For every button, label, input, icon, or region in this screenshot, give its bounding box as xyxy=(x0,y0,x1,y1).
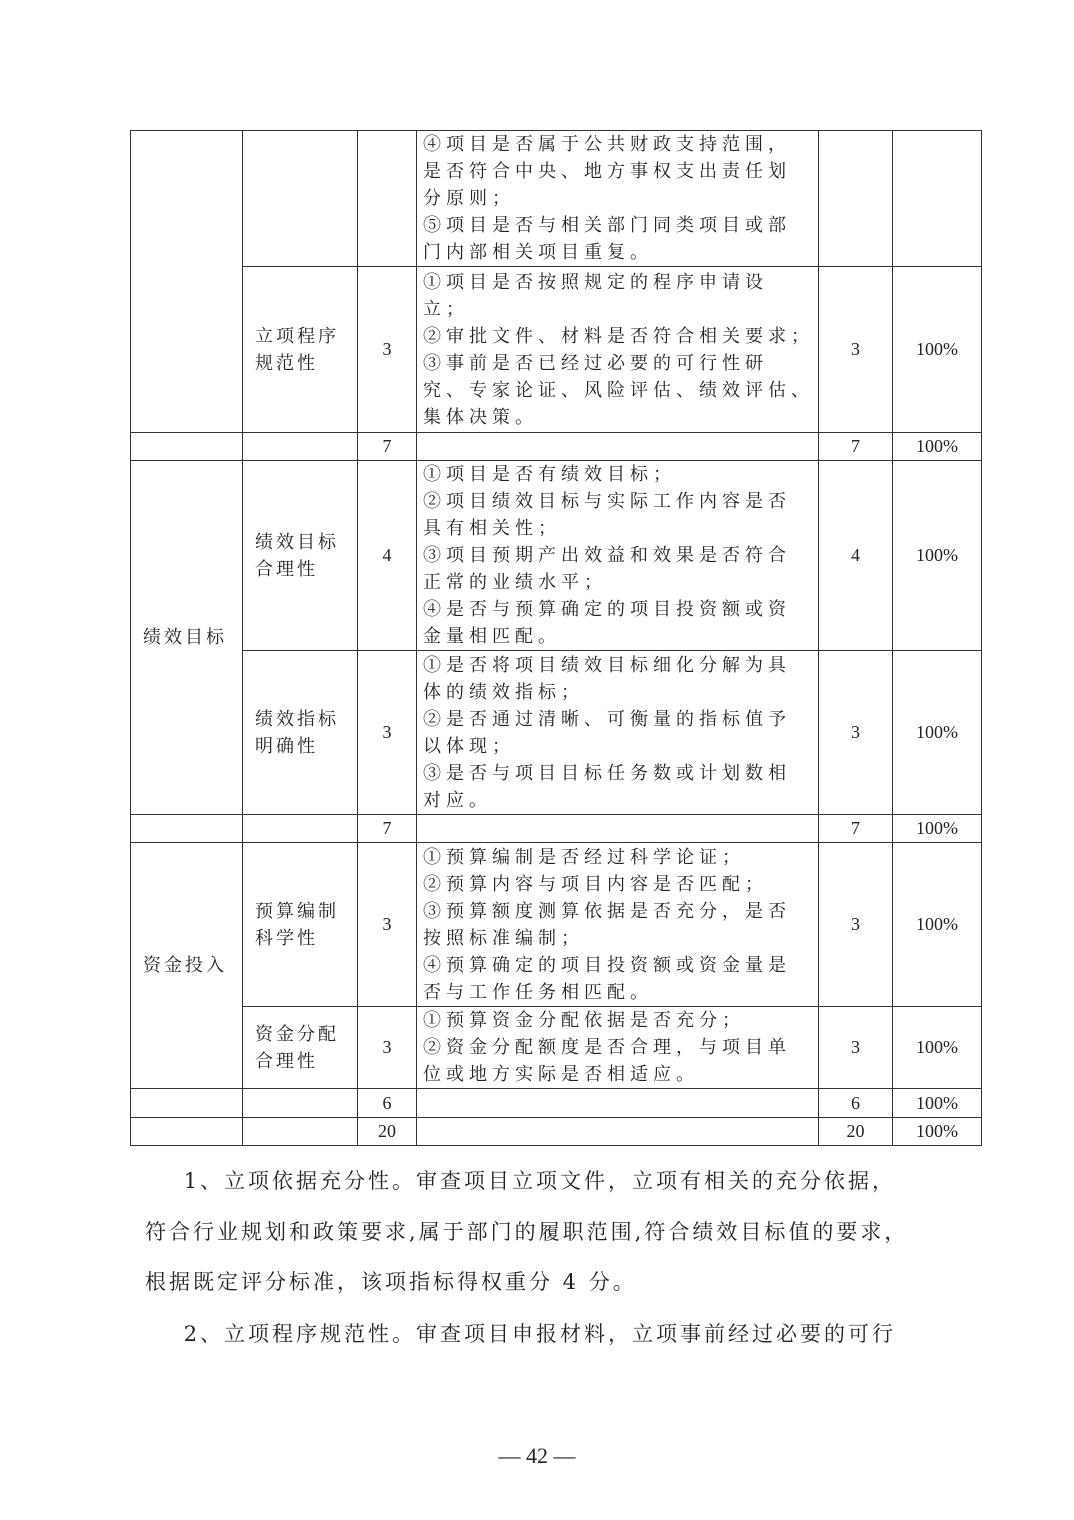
indicator-cell: 绩效目标 合理性 xyxy=(243,461,358,651)
indicator-cell: 立项程序 规范性 xyxy=(243,267,358,433)
indicator-cell xyxy=(243,815,358,843)
score-cell: 7 xyxy=(819,433,893,461)
subtotal-row xyxy=(131,433,982,461)
table-row xyxy=(131,651,982,815)
performance-evaluation-table xyxy=(130,130,982,1146)
criteria-cell: ①项目是否有绩效目标； ②项目绩效目标与实际工作内容是否 具有相关性； ③项目预期产出效益和效果是否符合 正常的业绩水平； ④是否与预算确定的项目投资额或资 金量相匹配。 xyxy=(417,461,819,651)
score-cell: 20 xyxy=(819,1118,893,1146)
score-cell: 3 xyxy=(819,267,893,433)
weight-cell: 3 xyxy=(358,843,417,1007)
weight-cell: 6 xyxy=(358,1089,417,1118)
table-row xyxy=(131,1007,982,1089)
weight-cell: 20 xyxy=(358,1118,417,1146)
rate-cell: 100% xyxy=(893,1118,982,1146)
weight-cell: 3 xyxy=(358,267,417,433)
indicator-cell xyxy=(243,1089,358,1118)
body-text-line: 1、立项依据充分性。审查项目立项文件，立项有相关的充分依据， xyxy=(145,1169,897,1193)
body-text-line: 符合行业规划和政策要求,属于部门的履职范围,符合绩效目标值的要求， xyxy=(145,1220,909,1244)
indicator-cell xyxy=(243,433,358,461)
rate-cell xyxy=(893,131,982,267)
score-cell: 3 xyxy=(819,843,893,1007)
indicator-cell: 绩效指标 明确性 xyxy=(243,651,358,815)
rate-cell: 100% xyxy=(893,433,982,461)
indicator-cell xyxy=(243,1118,358,1146)
score-cell: 4 xyxy=(819,461,893,651)
criteria-cell: ④项目是否属于公共财政支持范围， 是否符合中央、地方事权支出责任划 分原则； ⑤项目是否与相关部门同类项目或部 门内部相关项目重复。 xyxy=(417,131,819,267)
page-number: — 42 — xyxy=(498,1443,576,1468)
score-cell: 3 xyxy=(819,651,893,815)
body-text-line: 2、立项程序规范性。审查项目申报材料，立项事前经过必要的可行 xyxy=(145,1322,897,1346)
rate-cell: 100% xyxy=(893,1089,982,1118)
weight-cell: 7 xyxy=(358,815,417,843)
rate-cell: 100% xyxy=(893,651,982,815)
score-cell: 3 xyxy=(819,1007,893,1089)
category-cell: 资金投入 xyxy=(131,843,243,1089)
weight-cell: 4 xyxy=(358,461,417,651)
criteria-cell xyxy=(417,1089,819,1118)
rate-cell: 100% xyxy=(893,815,982,843)
criteria-cell xyxy=(417,815,819,843)
criteria-cell xyxy=(417,1118,819,1146)
criteria-cell xyxy=(417,433,819,461)
indicator-cell: 资金分配 合理性 xyxy=(243,1007,358,1089)
subtotal-row xyxy=(131,1089,982,1118)
rate-cell: 100% xyxy=(893,267,982,433)
rate-cell: 100% xyxy=(893,461,982,651)
indicator-cell: 预算编制 科学性 xyxy=(243,843,358,1007)
score-cell: 7 xyxy=(819,815,893,843)
score-cell: 6 xyxy=(819,1089,893,1118)
score-cell xyxy=(819,131,893,267)
rate-cell: 100% xyxy=(893,843,982,1007)
weight-cell xyxy=(358,131,417,267)
indicator-cell xyxy=(243,131,358,267)
category-cell xyxy=(131,1089,243,1118)
weight-cell: 7 xyxy=(358,433,417,461)
category-cell xyxy=(131,433,243,461)
total-row xyxy=(131,1118,982,1146)
table-row xyxy=(131,461,982,651)
criteria-cell: ①预算编制是否经过科学论证； ②预算内容与项目内容是否匹配； ③预算额度测算依据是否充分，是否 按照标准编制； ④预算确定的项目投资额或资金量是 否与工作任务相匹配。 xyxy=(417,843,819,1007)
table-row xyxy=(131,843,982,1007)
rate-cell: 100% xyxy=(893,1007,982,1089)
table-row xyxy=(131,131,982,267)
category-cell xyxy=(131,815,243,843)
weight-cell: 3 xyxy=(358,651,417,815)
table-row xyxy=(131,267,982,433)
weight-cell: 3 xyxy=(358,1007,417,1089)
category-cell xyxy=(131,131,243,433)
category-cell xyxy=(131,1118,243,1146)
criteria-cell: ①是否将项目绩效目标细化分解为具 体的绩效指标； ②是否通过清晰、可衡量的指标值予 以体现； ③是否与项目目标任务数或计划数相 对应。 xyxy=(417,651,819,815)
body-text-line: 根据既定评分标准，该项指标得权重分 4 分。 xyxy=(145,1270,637,1294)
criteria-cell: ①项目是否按照规定的程序申请设 立； ②审批文件、材料是否符合相关要求； ③事前是否已经过必要的可行性研 究、专家论证、风险评估、绩效评估、 集体决策。 xyxy=(417,267,819,433)
category-cell: 绩效目标 xyxy=(131,461,243,815)
subtotal-row xyxy=(131,815,982,843)
criteria-cell: ①预算资金分配依据是否充分； ②资金分配额度是否合理，与项目单 位或地方实际是否相适应。 xyxy=(417,1007,819,1089)
